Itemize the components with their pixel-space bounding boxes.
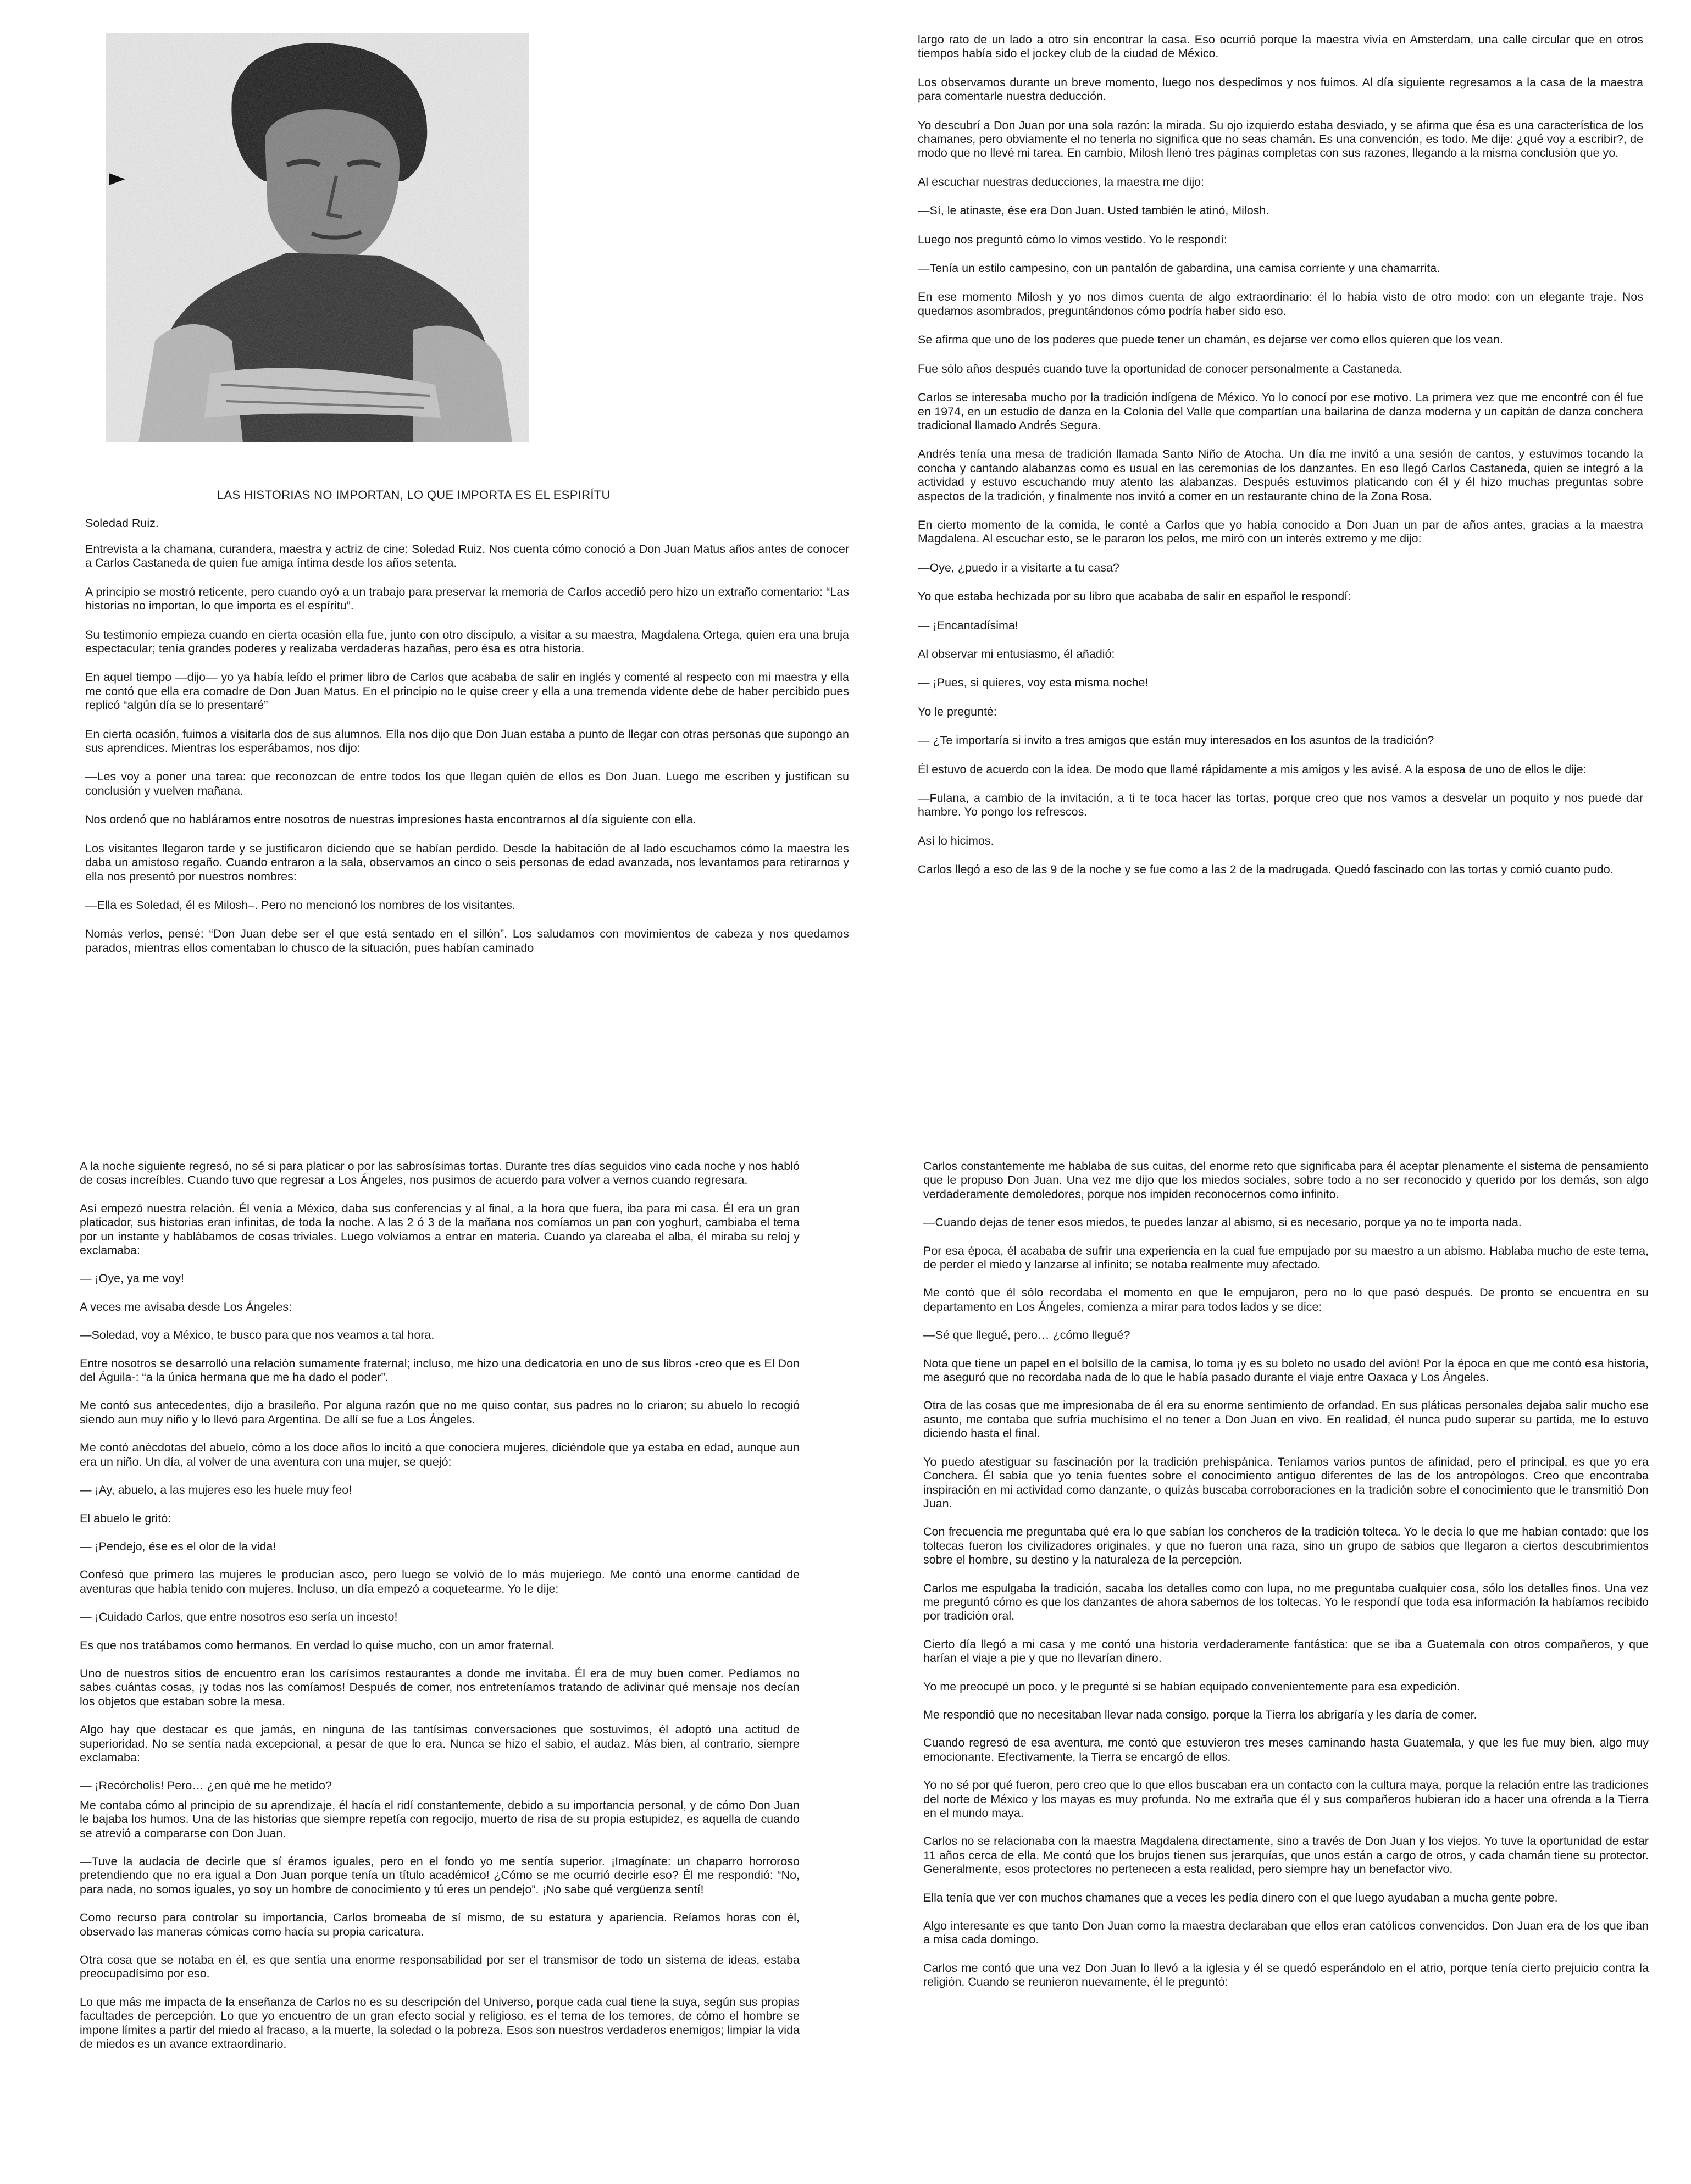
- paragraph: A la noche siguiente regresó, no sé si para platicar o por las sabrosísimas tortas. Durante tres días seguidos vino cada noche y nos habló de cosas increíbles. Cuando tuvo que regresar a Los Ángeles, nos pusimos de acuerdo para volver a vernos cuando regresara.: [80, 1160, 800, 1187]
- page-1-body: [85, 542, 849, 970]
- paragraph: —Soledad, voy a México, te busco para que nos veamos a tal hora.: [80, 1328, 435, 1342]
- paragraph: A principio se mostró reticente, pero cuando oyó a un trabajo para preservar la memoria de Carlos accedió pero hizo un extraño comentario: “Las historias no importan, lo que importa es el espíritu”.: [85, 585, 849, 613]
- paragraph: Carlos no se relacionaba con la maestra Magdalena directamente, sino a través de Don Juan y los viejos. Yo tuve la oportunidad de estar 11 años cerca de ella. Me contó que los brujos tienen sus jerarquías, que unos están a cargo de otros, y cada chamán tiene su protector. Generalmente, esos protectores no pertenecen a esta realidad, pero siempre hay un benefactor vivo.: [923, 1834, 1649, 1876]
- paragraph: Carlos constantemente me hablaba de sus cuitas, del enorme reto que significaba para él aceptar plenamente el sistema de pensamiento que le propuso Don Juan. Una vez me dijo que los miedos sociales, sobre todo a no ser reconocido y querido por los demás, son algo verdaderamente demoledores, porque nos impiden reconocernos como infinito.: [923, 1160, 1649, 1201]
- paragraph: Andrés tenía una mesa de tradición llamada Santo Niño de Atocha. Un día me invitó a una sesión de cantos, y estuvimos tocando la concha y cantando alabanzas como es usual en las ceremonias de los danzantes. En eso llegó Carlos Castaneda, quien se integró a la actividad y estuvo escuchando muy atento las alabanzas. Después estuvimos platicando con él y él hizo muchas preguntas sobre aspectos de la tradición, y finalmente nos invitó a comer en un restaurante chino de la Zona Rosa.: [918, 447, 1643, 503]
- paragraph: Cierto día llegó a mi casa y me contó una historia verdaderamente fantástica: que se iba a Guatemala con otros compañeros, y que harían el viaje a pie y que no llevarían dinero.: [923, 1637, 1649, 1665]
- paragraph: Uno de nuestros sitios de encuentro eran los carísimos restaurantes a donde me invitaba. Él era de muy buen comer. Pedíamos no sabes cuántas cosas, ¡y todas nos las comíamos! Después de comer, nos entreteníamos tratando de adivinar qué mensaje nos decían los objetos que estaban sobre la mesa.: [80, 1666, 800, 1708]
- paragraph: Cuando regresó de esa aventura, me contó que estuvieron tres meses caminando hasta Guatemala, y que les fue muy bien, algo muy emocionante. Efectivamente, la Tierra se encargó de ellos.: [923, 1736, 1649, 1764]
- paragraph: Me contaba cómo al principio de su aprendizaje, él hacía el ridí constantemente, debido a su importancia personal, y de cómo Don Juan le bajaba los humos. Una de las historias que siempre repetía con regocijo, muerto de risa de su propia estupidez, es aquella de cuando se atrevió a compararse con Don Juan.: [80, 1798, 800, 1840]
- paragraph: Se afirma que uno de los poderes que puede tener un chamán, es dejarse ver como ellos quieren que los vean.: [918, 333, 1503, 347]
- author-name: Soledad Ruiz.: [85, 517, 159, 530]
- paragraph: Así empezó nuestra relación. Él venía a México, daba sus conferencias y al final, a la hora que fuera, iba para mi casa. Él era un gran platicador, sus historias eran infinitas, de toda la noche. A las 2 ó 3 de la mañana nos comíamos un pan con yoghurt, cambiaba el tema por un instante y hablábamos de cosas triviales. Luego volvíamos a entrar en materia. Cuando ya clareaba el alba, él miraba su reloj y exclamaba:: [80, 1201, 800, 1257]
- paragraph: Fue sólo años después cuando tuve la oportunidad de conocer personalmente a Castaneda.: [918, 362, 1403, 375]
- page-1: [60, 33, 852, 1017]
- paragraph: Confesó que primero las mujeres le producían asco, pero luego se volvió de lo más mujeriego. Me contó una enorme cantidad de aventuras que había tenido con mujeres. Incluso, un día empezó a coquetearme. Yo le dije:: [80, 1568, 800, 1595]
- paragraph: —Oye, ¿puedo ir a visitarte a tu casa?: [918, 561, 1119, 574]
- paragraph: Nota que tiene un papel en el bolsillo de la camisa, lo toma ¡y es su boleto no usado del avión! Por la época en que me contó esa historia, me aseguró que no recordaba nada de lo que le había pasado durante el viaje entre Oaxaca y Los Ángeles.: [923, 1356, 1649, 1384]
- paragraph: Entre nosotros se desarrolló una relación sumamente fraternal; incluso, me hizo una dedicatoria en uno de sus libros -creo que es El Don del Águila-: “a la única hermana que me ha dado el poder”.: [80, 1356, 800, 1384]
- paragraph: — ¿Te importaría si invito a tres amigos que están muy interesados en los asuntos de la tradición?: [918, 734, 1434, 747]
- paragraph: Entrevista a la chamana, curandera, maestra y actriz de cine: Soledad Ruiz. Nos cuenta cómo conoció a Don Juan Matus años antes de conocer a Carlos Castaneda de quien fue amiga íntima desde los años setenta.: [85, 542, 849, 570]
- paragraph: Él estuvo de acuerdo con la idea. De modo que llamé rápidamente a mis amigos y les avisé. A la esposa de uno de ellos le dije:: [918, 762, 1587, 776]
- paragraph: Luego nos preguntó cómo lo vimos vestido. Yo le respondí:: [918, 232, 1227, 246]
- paragraph: En ese momento Milosh y yo nos dimos cuenta de algo extraordinario: él lo había visto de otro modo: con un elegante traje. Nos quedamos asombrados, preguntándonos cómo podría haber sido eso.: [918, 290, 1643, 318]
- paragraph: Con frecuencia me preguntaba qué era lo que sabían los concheros de la tradición tolteca. Yo le decía lo que me habían contado: que los toltecas fueron los civilizadores originales, y que no fueron una raza, sino un grupo de sabios que llegaron a ciertos descubrimientos sobre el hombre, su destino y la naturaleza de la percepción.: [923, 1525, 1649, 1567]
- paragraph: Su testimonio empieza cuando en cierta ocasión ella fue, junto con otro discípulo, a visitar a su maestra, Magdalena Ortega, quien era una bruja espectacular; tenía grandes poderes y realizaba verdaderas hazañas, pero ésa es otra historia.: [85, 628, 849, 656]
- paragraph: El abuelo le gritó:: [80, 1511, 171, 1525]
- paragraph: — ¡Pendejo, ése es el olor de la vida!: [80, 1539, 276, 1553]
- paragraph: En cierta ocasión, fuimos a visitarla dos de sus alumnos. Ella nos dijo que Don Juan estaba a punto de llegar con otras personas que supongo an sus aprendices. Mientras los esperábamos, nos dijo:: [85, 727, 849, 755]
- paragraph: Es que nos tratábamos como hermanos. En verdad lo quise mucho, con un amor fraternal.: [80, 1638, 555, 1652]
- paragraph: — ¡Cuidado Carlos, que entre nosotros eso sería un incesto!: [80, 1610, 398, 1624]
- paragraph: —Sé que llegué, pero… ¿cómo llegué?: [923, 1328, 1130, 1342]
- paragraph: Carlos me contó que una vez Don Juan lo llevó a la iglesia y él se quedó esperándolo en el atrio, porque tenía cierto prejuicio contra la religión. Cuando se reunieron nuevamente, él le preguntó:: [923, 1961, 1649, 1989]
- paragraph: Yo descubrí a Don Juan por una sola razón: la mirada. Su ojo izquierdo estaba desviado, y se afirma que ésa es una característica de los chamanes, pero obviamente el no tenerla no significa que no seas chamán. Es una convención, es todo. Me dije: ¿qué voy a escribir?, de modo que no llevé mi tarea. En cambio, Milosh llenó tres páginas completas con sus razones, llegando a la misma conclusión que yo.: [918, 118, 1643, 160]
- paragraph: Yo que estaba hechizada por su libro que acababa de salir en español le respondí:: [918, 590, 1351, 603]
- paragraph: Yo no sé por qué fueron, pero creo que lo que ellos buscaban era un contacto con la cultura maya, porque la relación entre las tradiciones del norte de México y los mayas es muy profunda. No me extraña que él y sus compañeros hubieran ido a hacer una ofrenda a la Tierra en el mundo maya.: [923, 1778, 1649, 1820]
- paragraph: Como recurso para controlar su importancia, Carlos bromeaba de sí mismo, de su estatura y apariencia. Reíamos horas con él, observado las maneras cómicas como hacía su propia caricatura.: [80, 1911, 800, 1938]
- paragraph: Me contó anécdotas del abuelo, cómo a los doce años lo incitó a que conociera mujeres, diciéndole que ya estaba en edad, aunque aun era un niño. Un día, al volver de una aventura con una mujer, se quejó:: [80, 1441, 800, 1468]
- paragraph: largo rato de un lado a otro sin encontrar la casa. Eso ocurrió porque la maestra vivía en Amsterdam, una calle circular que en otros tiempos había sido el jockey club de la ciudad de México.: [918, 33, 1643, 60]
- paragraph: Los visitantes llegaron tarde y se justificaron diciendo que se habían perdido. Desde la habitación de al lado escuchamos cómo la maestra les daba un amistoso regaño. Cuando entraron a la sala, observamos an cinco o seis personas de edad avanzada, nos levantamos para retirarnos y ella nos presentó por nuestros nombres:: [85, 841, 849, 883]
- paragraph: En aquel tiempo —dijo— yo ya había leído el primer libro de Carlos que acababa de salir en inglés y comenté al respecto con mi maestra y ella me contó que ella era comadre de Don Juan Matus. En el principio no le quise creer y ella a una tremenda vidente debe de haber percibido pues replicó “algún día se lo presentaré”: [85, 670, 849, 712]
- paragraph: —Ella es Soledad, él es Milosh–. Pero no mencionó los nombres de los visitantes.: [85, 898, 515, 912]
- paragraph: Yo me preocupé un poco, y le pregunté si se habían equipado convenientemente para esa expedición.: [923, 1679, 1460, 1693]
- paragraph: —Cuando dejas de tener esos miedos, te puedes lanzar al abismo, si es necesario, porque ya no te importa nada.: [923, 1216, 1522, 1229]
- paragraph: —Les voy a poner una tarea: que reconozcan de entre todos los que llegan quién de ellos es Don Juan. Luego me escriben y justifican su conclusión y vuelven mañana.: [85, 770, 849, 797]
- paragraph: Algo hay que destacar es que jamás, en ninguna de las tantísimas conversaciones que sostuvimos, él adoptó una actitud de superioridad. No se sentía nada excepcional, a pesar de que lo era. Nunca se hizo el sabio, el audaz. Más bien, al contrario, siempre exclamaba:: [80, 1723, 800, 1764]
- page-2: [918, 33, 1643, 1017]
- paragraph: Carlos llegó a eso de las 9 de la noche y se fue como a las 2 de la madrugada. Quedó fascinado con las tortas y comió cuanto pudo.: [918, 863, 1614, 877]
- paragraph: Por esa época, él acababa de sufrir una experiencia en la cual fue empujado por su maestro a un abismo. Hablaba mucho de este tema, de perder el miedo y lanzarse al infinito; se notaba realmente muy afectado.: [923, 1244, 1649, 1272]
- paragraph: Al observar mi entusiasmo, él añadió:: [918, 647, 1115, 661]
- page-4: [923, 1160, 1649, 2149]
- paragraph: Yo puedo atestiguar su fascinación por la tradición prehispánica. Teníamos varios puntos de afinidad, pero el principal, es que yo era Conchera. Él sabía que yo tenía fuentes sobre el conocimiento antiguo diferentes de las de los antropólogos. Creo que encontraba inspiración en mi actividad como danzante, o quizás buscaba corroboraciones en la tradición sobre el conocimiento que le transmitió Don Juan.: [923, 1455, 1649, 1510]
- paragraph: —Tuve la audacia de decirle que sí éramos iguales, pero en el fondo yo me sentía superior. ¡Imagínate: un chaparro horroroso pretendiendo que no era igual a Don Juan porque tenía un título académico! ¿Cómo se me ocurrió decirle eso? Él me respondió: “No, para nada, no somos iguales, yo soy un hombre de conocimiento y tú eres un pendejo”. ¡No sabe qué vergüenza sentí!: [80, 1855, 800, 1896]
- paragraph: Lo que más me impacta de la enseñanza de Carlos no es su descripción del Universo, porque cada cual tiene la suya, según sus propias facultades de percepción. Lo que yo encuentro de un gran efecto social y religioso, es el tema de los temores, de cómo el hombre se impone límites a partir del miedo al fracaso, a la muerte, la soledad o la pobreza. Esos son nuestros verdaderos enemigos; limpiar la vida de miedos es un avance extraordinario.: [80, 1995, 800, 2051]
- paragraph: Algo interesante es que tanto Don Juan como la maestra declaraban que ellos eran católicos convencidos. Don Juan era de los que iban a misa cada domingo.: [923, 1919, 1649, 1947]
- paragraph: Me respondió que no necesitaban llevar nada consigo, porque la Tierra los abrigaría y les daría de comer.: [923, 1708, 1477, 1721]
- paragraph: — ¡Ay, abuelo, a las mujeres eso les huele muy feo!: [80, 1483, 352, 1497]
- paragraph: A veces me avisaba desde Los Ángeles:: [80, 1300, 292, 1313]
- paragraph: Me contó sus antecedentes, dijo a brasileño. Por alguna razón que no me quiso contar, sus padres no lo criaron; su abuelo lo recogió siendo aun muy niño y lo llevó para Argentina. De allí se fue a Los Ángeles.: [80, 1399, 800, 1426]
- paragraph: Carlos se interesaba mucho por la tradición indígena de México. Yo lo conocí por ese motivo. La primera vez que me encontré con él fue en 1974, en un estudio de danza en la Colonia del Valle que compartían una bailarina de danza moderna y un capitán de danza conchera tradicional llamado Andrés Segura.: [918, 391, 1643, 432]
- article-heading: LAS HISTORIAS NO IMPORTAN, LO QUE IMPORTA ES EL ESPIRÍTU: [217, 488, 611, 502]
- paragraph: —Fulana, a cambio de la invitación, a ti te toca hacer las tortas, porque creo que nos vamos a desvelar un poquito y nos puede dar hambre. Yo pongo los refrescos.: [918, 791, 1643, 819]
- paragraph: En cierto momento de la comida, le conté a Carlos que yo había conocido a Don Juan un par de años antes, gracias a la maestra Magdalena. Al escuchar esto, se le pararon los pelos, me miró con un interés extremo y me dijo:: [918, 518, 1643, 546]
- arrow-marker-icon: [109, 173, 125, 185]
- paragraph: Otra cosa que se notaba en él, es que sentía una enorme responsabilidad por ser el transmisor de todo un sistema de ideas, estaba preocupadísimo por eso.: [80, 1953, 800, 1981]
- paragraph: Yo le pregunté:: [918, 705, 997, 718]
- paragraph: Nos ordenó que no habláramos entre nosotros de nuestras impresiones hasta encontrarnos al día siguiente con ella.: [85, 813, 696, 827]
- paragraph: Nomás verlos, pensé: “Don Juan debe ser el que está sentado en el sillón”. Los saludamos con movimientos de cabeza y nos quedamos parados, mientras ellos comentaban lo chusco de la situación, pues habían caminado: [85, 927, 849, 955]
- paragraph: Al escuchar nuestras deducciones, la maestra me dijo:: [918, 175, 1205, 189]
- paragraph: — ¡Encantadísima!: [918, 618, 1018, 632]
- paragraph: — ¡Pues, si quieres, voy esta misma noche!: [918, 676, 1149, 690]
- paragraph: Carlos me espulgaba la tradición, sacaba los detalles como con lupa, no me preguntaba cualquier cosa, sólo los detalles finos. Una vez me preguntó cómo es que los danzantes de ahora sabemos de los toltecas. Yo le respondí que toda esa información la habíamos recibido por tradición oral.: [923, 1581, 1649, 1623]
- page-3: [80, 1160, 800, 2149]
- paragraph: — ¡Recórcholis! Pero… ¿en qué me he metido?: [80, 1779, 332, 1793]
- portrait-photo: [106, 33, 529, 442]
- paragraph: Los observamos durante un breve momento, luego nos despedimos y nos fuimos. Al día siguiente regresamos a la casa de la maestra para comentarle nuestra deducción.: [918, 75, 1643, 103]
- paragraph: Así lo hicimos.: [918, 834, 994, 847]
- paragraph: —Tenía un estilo campesino, con un pantalón de gabardina, una camisa corriente y una chamarrita.: [918, 262, 1440, 275]
- paragraph: Otra de las cosas que me impresionaba de él era su enorme sentimiento de orfandad. En sus pláticas personales dejaba salir mucho ese asunto, me contaba que sufría muchísimo el no tener a Don Juan en vivo. En realidad, él nunca pudo superar su partida, me lo estuvo diciendo hasta el final.: [923, 1399, 1649, 1440]
- paragraph: Ella tenía que ver con muchos chamanes que a veces les pedía dinero con el que luego ayudaban a mucha gente pobre.: [923, 1891, 1558, 1904]
- paragraph: — ¡Oye, ya me voy!: [80, 1272, 184, 1285]
- paragraph: —Sí, le atinaste, ése era Don Juan. Usted también le atinó, Milosh.: [918, 204, 1269, 218]
- paragraph: Me contó que él sólo recordaba el momento en que le empujaron, pero no lo que pasó después. De pronto se encuentra en su departamento en Los Ángeles, comienza a mirar para todos lados y se dice:: [923, 1286, 1649, 1313]
